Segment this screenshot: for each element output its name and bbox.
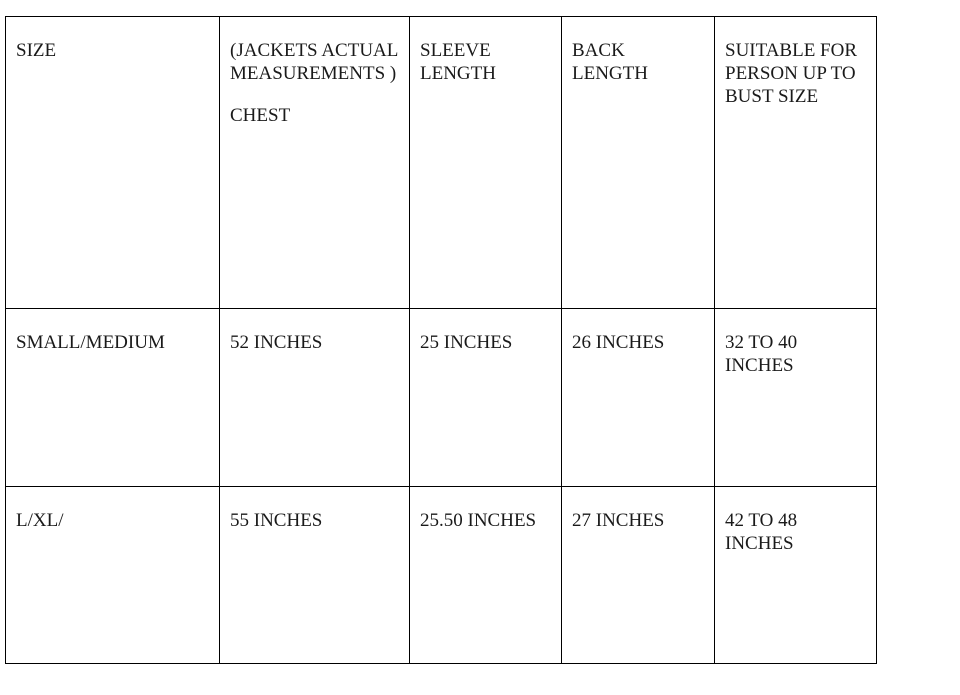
header-chest-note: (JACKETS ACTUAL MEASUREMENTS ) xyxy=(230,40,398,84)
header-chest-label: CHEST xyxy=(230,105,291,126)
header-size xyxy=(6,17,220,309)
header-suitable xyxy=(715,17,877,309)
header-suitable-label: SUITABLE FOR PERSON UP TO BUST SIZE xyxy=(725,40,858,107)
cell-back: 26 INCHES xyxy=(562,309,715,487)
table-row xyxy=(6,309,877,487)
table-row xyxy=(6,487,877,664)
header-sleeve-label: SLEEVE LENGTH xyxy=(420,40,496,84)
cell-chest: 52 INCHES xyxy=(220,309,410,487)
header-back-label: BACK LENGTH xyxy=(572,40,648,84)
table-header-row xyxy=(6,17,877,309)
cell-size: L/XL/ xyxy=(6,487,220,664)
cell-sleeve: 25.50 INCHES xyxy=(410,487,562,664)
cell-chest: 55 INCHES xyxy=(220,487,410,664)
cell-back: 27 INCHES xyxy=(562,487,715,664)
header-size-label: SIZE xyxy=(16,40,57,61)
size-chart-table xyxy=(5,16,877,664)
cell-sleeve: 25 INCHES xyxy=(410,309,562,487)
cell-size: SMALL/MEDIUM xyxy=(6,309,220,487)
header-chest xyxy=(220,17,410,309)
header-sleeve xyxy=(410,17,562,309)
cell-bust: 32 TO 40 INCHES xyxy=(715,309,877,487)
header-back xyxy=(562,17,715,309)
cell-bust: 42 TO 48 INCHES xyxy=(715,487,877,664)
